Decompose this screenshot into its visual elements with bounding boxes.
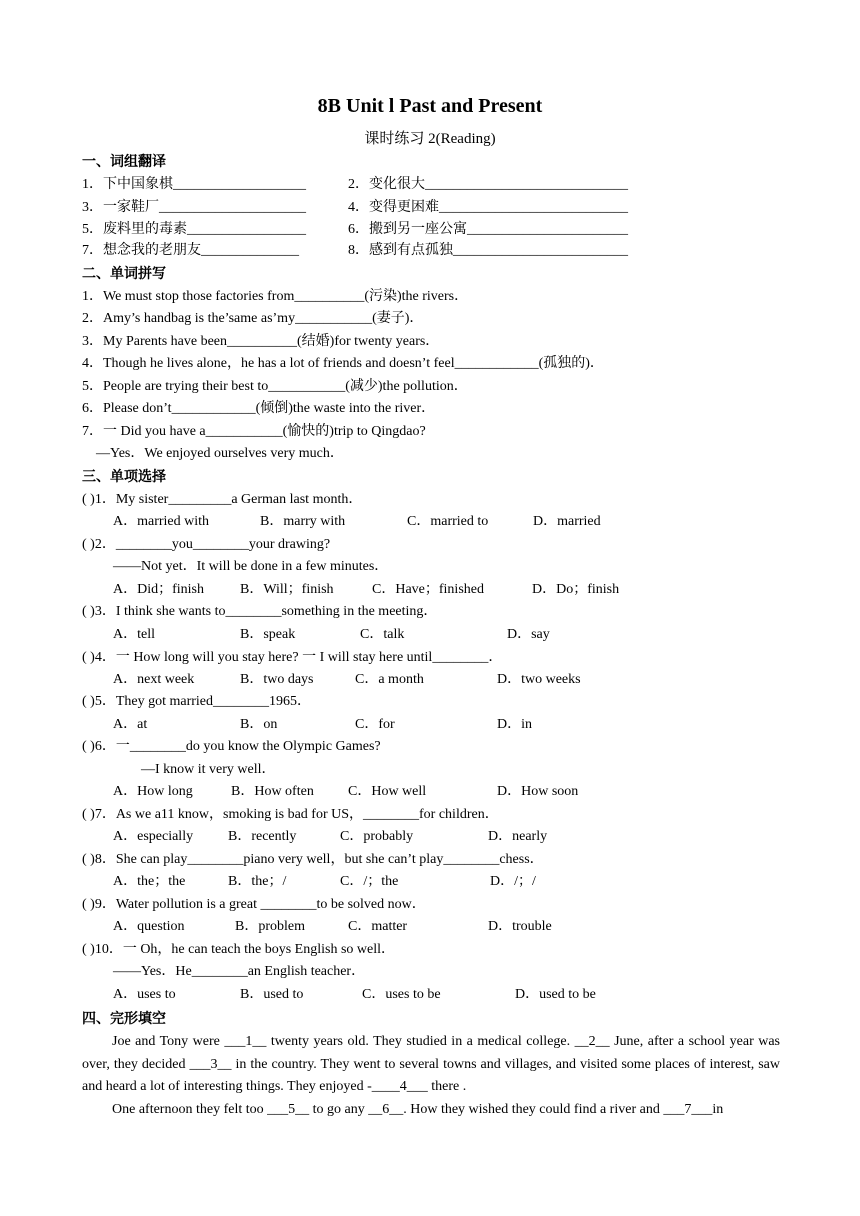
section-heading-multiple-choice: 三、单项选择 — [82, 469, 166, 485]
spelling-item-6: 6．Please don’t____________(倾倒)the waste into the river． — [82, 401, 436, 416]
question-8-option-b: B．the；/ — [228, 874, 287, 889]
question-10-option-b: B．used to — [240, 987, 304, 1002]
question-4-option-c: C．a month — [355, 672, 424, 687]
question-7-option-c: C．probably — [340, 829, 414, 844]
question-5-option-a: A．at — [113, 717, 148, 732]
question-5-stem: ( )5．They got married________1965． — [82, 694, 312, 709]
question-4-stem: ( )4．一 How long will you stay here? 一 I will stay here until________． — [82, 650, 503, 665]
section-heading-word-spelling: 二、单词拼写 — [82, 266, 166, 282]
question-10-option-c: C．uses to be — [362, 987, 441, 1002]
question-8-option-d: D．/；/ — [490, 874, 536, 889]
question-10-stem: ( )10．一 Oh，he can teach the boys English so well． — [82, 942, 395, 957]
question-2-option-d: D．Do；finish — [532, 582, 620, 597]
question-10-reply: ——Yes．He________an English teacher． — [113, 964, 366, 979]
question-1-option-a: A．married with — [113, 514, 210, 529]
question-3-option-d: D．say — [507, 627, 550, 642]
question-2-stem: ( )2．________you________your drawing? — [82, 537, 331, 552]
question-10-option-a: A．uses to — [113, 987, 176, 1002]
spelling-item-2: 2．Amy’s handbag is the’same as’my___________(妻子)． — [82, 311, 424, 326]
spelling-item-1: 1．We must stop those factories from__________(污染)the rivers． — [82, 289, 469, 304]
question-3-option-b: B．speak — [240, 627, 296, 642]
section-heading-cloze: 四、完形填空 — [82, 1011, 166, 1027]
question-2-reply: ——Not yet．It will be done in a few minutes． — [113, 559, 389, 574]
question-6-option-b: B．How often — [231, 784, 314, 799]
question-4-option-b: B．two days — [240, 672, 314, 687]
question-1-option-c: C．married to — [407, 514, 489, 529]
phrase-item-3: 3．一家鞋厂_____________________ — [82, 200, 306, 215]
question-9-option-a: A．question — [113, 919, 185, 934]
question-5-option-c: C．for — [355, 717, 395, 732]
phrase-item-8: 8．感到有点孤独_________________________ — [348, 243, 628, 258]
question-8-option-c: C．/；the — [340, 874, 399, 889]
question-4-option-d: D．two weeks — [497, 672, 581, 687]
question-3-option-c: C．talk — [360, 627, 405, 642]
phrase-item-6: 6．搬到另一座公寓_______________________ — [348, 222, 628, 237]
phrase-item-4: 4．变得更困难___________________________ — [348, 200, 628, 215]
question-9-option-c: C．matter — [348, 919, 408, 934]
question-3-stem: ( )3．I think she wants to________something in the meeting． — [82, 604, 438, 619]
question-9-option-d: D．trouble — [488, 919, 552, 934]
phrase-item-2: 2．变化很大_____________________________ — [348, 177, 628, 192]
question-9-option-b: B．problem — [235, 919, 305, 934]
question-2-option-b: B．Will；finish — [240, 582, 334, 597]
spelling-item-3: 3．My Parents have been__________(结婚)for twenty years． — [82, 334, 440, 349]
question-1-option-b: B．marry with — [260, 514, 346, 529]
question-7-stem: ( )7．As we a11 know，smoking is bad for US，________for children． — [82, 807, 499, 822]
cloze-paragraph-1 — [82, 1031, 780, 1099]
question-6-option-d: D．How soon — [497, 784, 579, 799]
question-8-stem: ( )8．She can play________piano very well，but she can’t play________chess． — [82, 852, 544, 867]
question-5-option-b: B．on — [240, 717, 278, 732]
question-6-option-c: C．How well — [348, 784, 427, 799]
spelling-item-7-reply: —Yes．We enjoyed ourselves very much． — [96, 446, 344, 461]
question-4-option-a: A．next week — [113, 672, 195, 687]
question-7-option-a: A．especially — [113, 829, 194, 844]
page-title: 8B Unit l Past and Present — [317, 95, 543, 117]
question-6-reply: —I know it very well． — [141, 762, 276, 777]
phrase-item-5: 5．废料里的毒素_________________ — [82, 222, 306, 237]
spelling-item-7: 7．一 Did you have a___________(愉快的)trip to Qingdao? — [82, 424, 426, 439]
spelling-item-5: 5．People are trying their best to___________(减少)the pollution． — [82, 379, 468, 394]
question-2-option-c: C．Have；finished — [372, 582, 484, 597]
question-1-option-d: D．married — [533, 514, 601, 529]
spelling-item-4: 4．Though he lives alone，he has a lot of friends and doesn’t feel____________(孤独的)． — [82, 356, 604, 371]
cloze-paragraph-2-text: One afternoon they felt too ___5__ to go any __6__. How they wished they could find a river and ___7___in — [112, 1102, 724, 1117]
phrase-item-7: 7．想念我的老朋友______________ — [82, 243, 299, 258]
cloze-paragraph-2 — [82, 1099, 780, 1122]
question-6-stem: ( )6．一________do you know the Olympic Games? — [82, 739, 381, 754]
question-9-stem: ( )9．Water pollution is a great ________to be solved now． — [82, 897, 426, 912]
question-10-option-d: D．used to be — [515, 987, 596, 1002]
question-8-option-a: A．the；the — [113, 874, 186, 889]
question-1-stem: ( )1．My sister_________a German last month． — [82, 492, 363, 507]
phrase-item-1: 1．下中国象棋___________________ — [82, 177, 306, 192]
page-subtitle: 课时练习 2(Reading) — [364, 131, 496, 147]
question-7-option-d: D．nearly — [488, 829, 548, 844]
question-3-option-a: A．tell — [113, 627, 155, 642]
question-5-option-d: D．in — [497, 717, 532, 732]
cloze-paragraph-1-text: Joe and Tony were ___1__ twenty years old. They studied in a medical college. __2__ June, after a school year was over, they decided ___3__ in the country. They went to several towns and villages, and visited some places of interest, saw and heard a lot of interesting things. They enjoyed -____4___ there . — [82, 1034, 780, 1095]
question-2-option-a: A．Did；finish — [113, 582, 204, 597]
section-heading-phrase-translation: 一、词组翻译 — [82, 154, 166, 170]
question-6-option-a: A．How long — [113, 784, 193, 799]
question-7-option-b: B．recently — [228, 829, 297, 844]
